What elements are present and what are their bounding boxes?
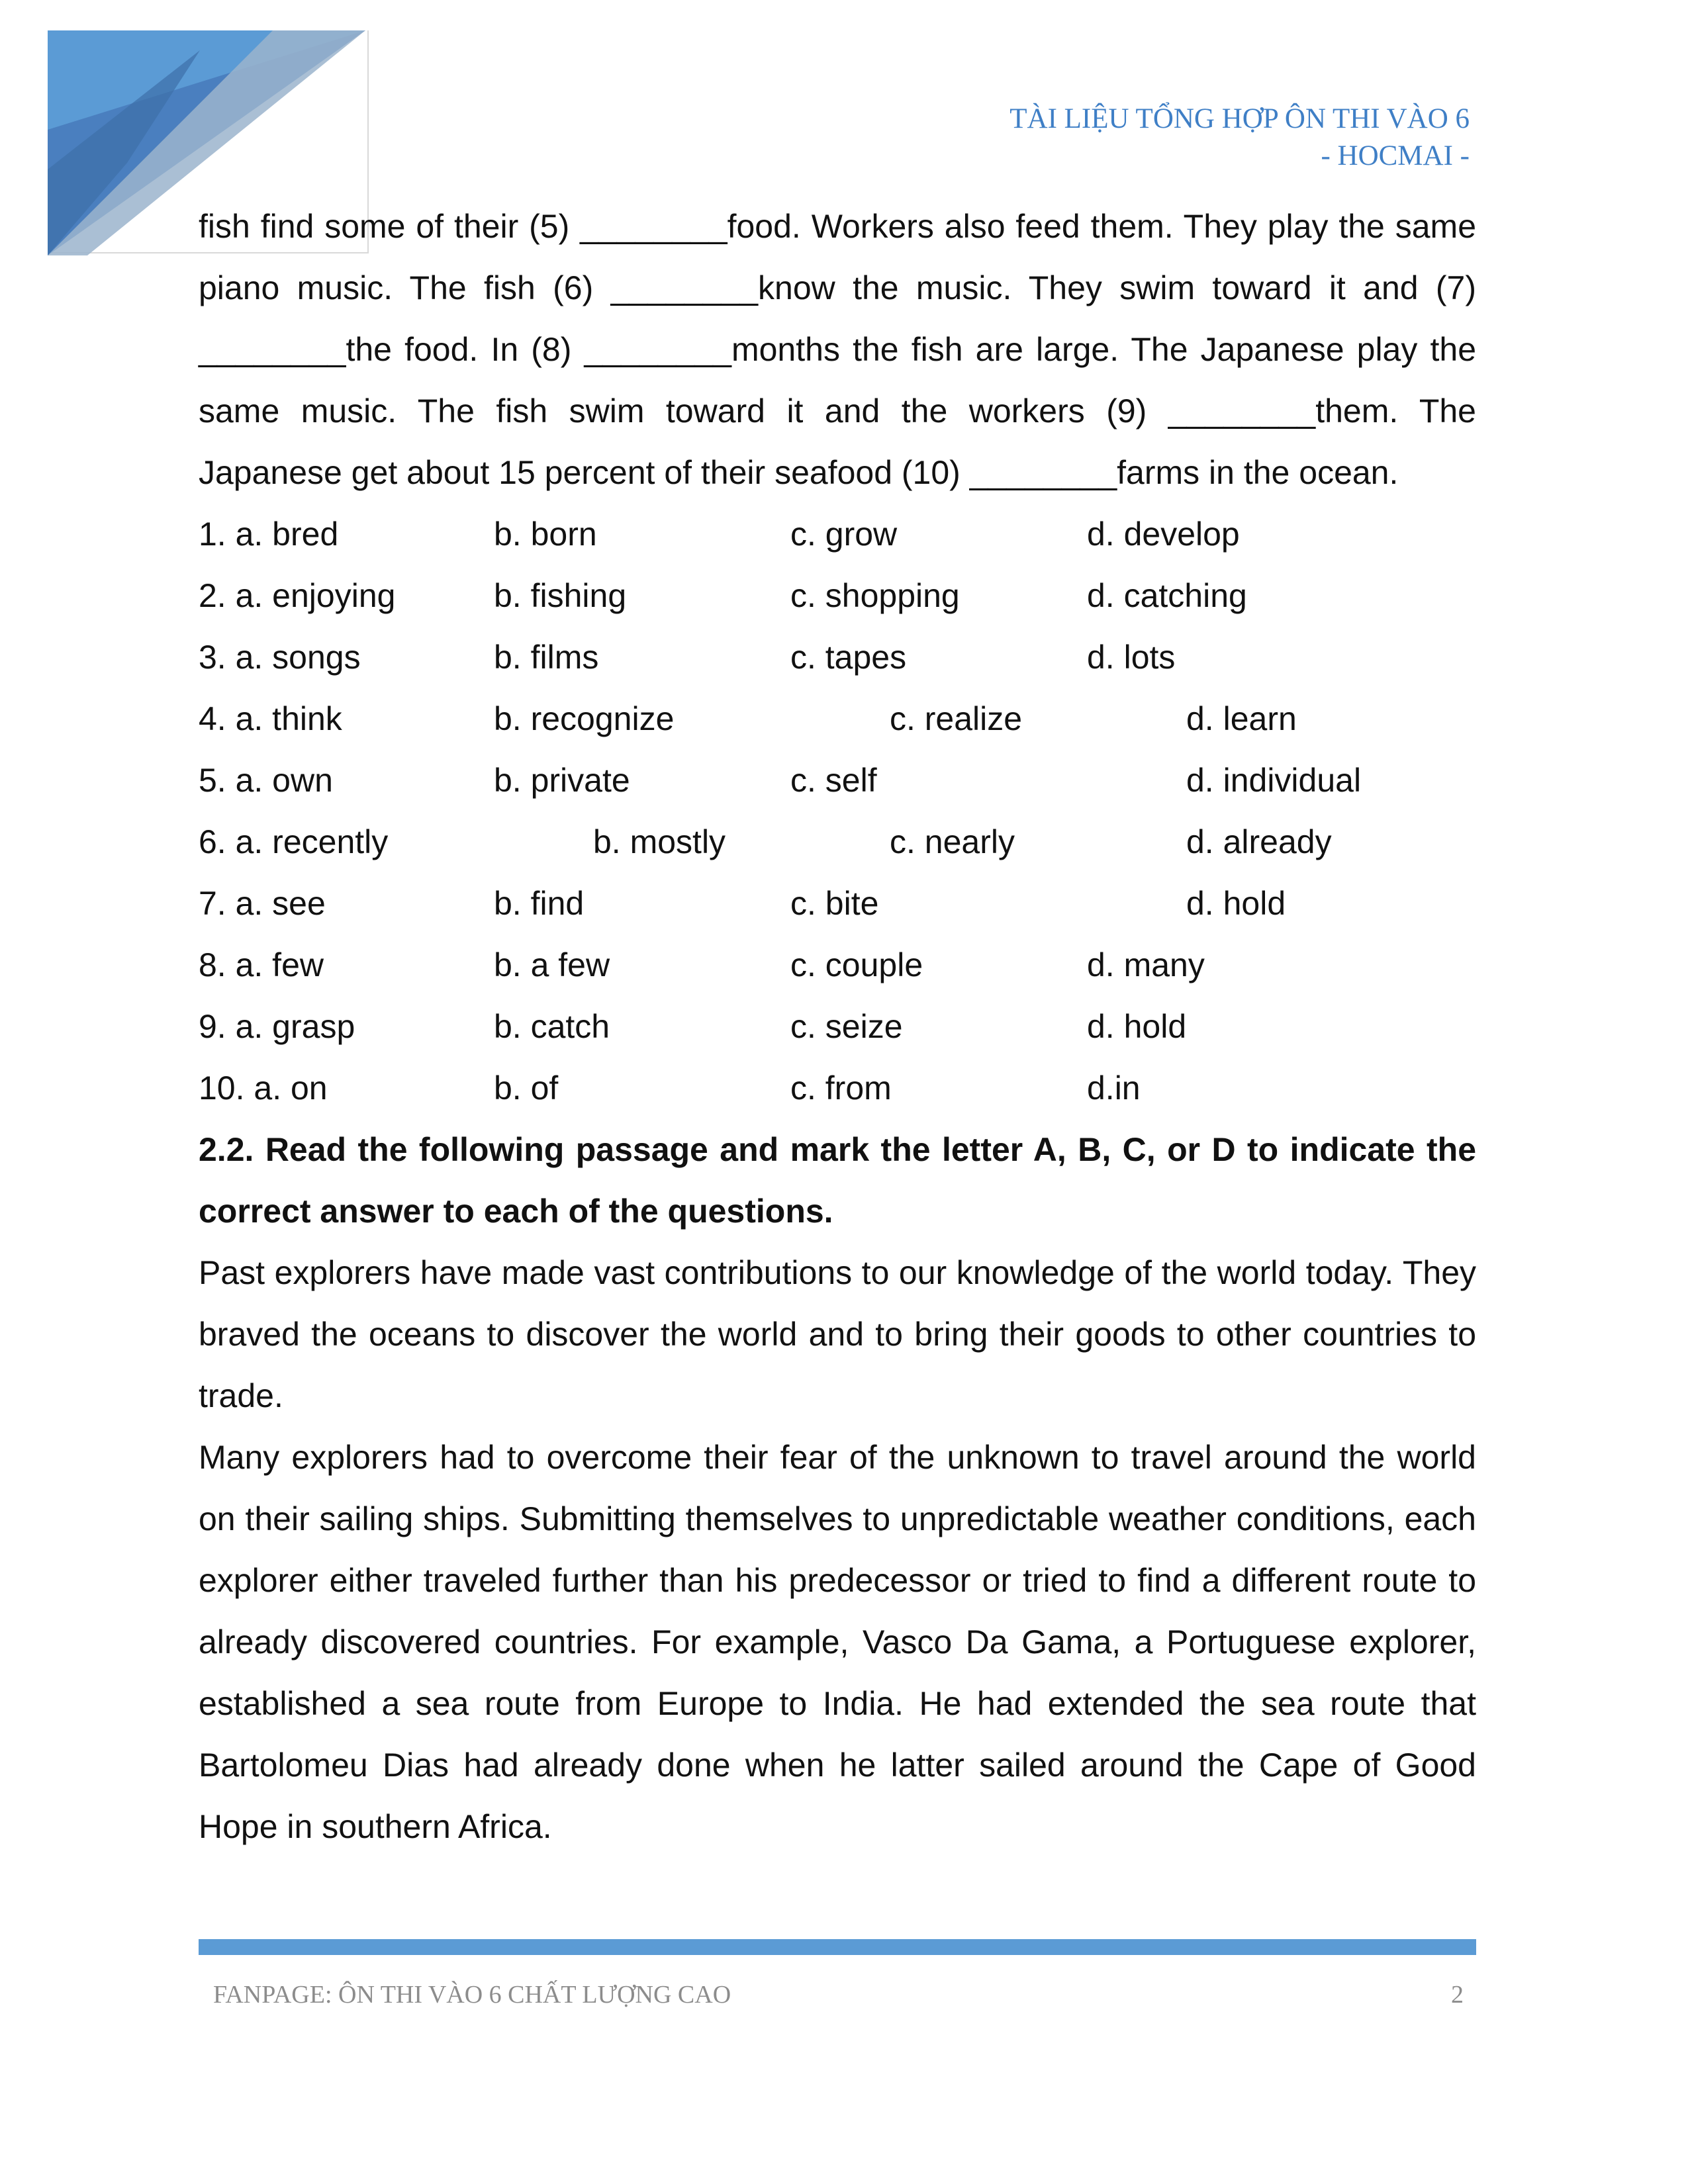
option-row: [199, 996, 1476, 1058]
option-b: b. mostly: [593, 823, 726, 860]
option-b: b. of: [494, 1069, 559, 1107]
option-a: 3. a. songs: [199, 639, 361, 676]
option-row: [199, 565, 1476, 627]
option-b: b. films: [494, 639, 599, 676]
passage-cloze: fish find some of their (5) ________food. Workers also feed them. They play the same piano music. The fish (6) ________know the music. They swim toward it and (7) ________the food. In (8) ________months the fish are large. The Japanese play the same music. The fish swim toward it and the workers (9) ________them. The Japanese get about 15 percent of their seafood (10) ________farms in the ocean.: [199, 208, 1476, 491]
option-b: b. private: [494, 762, 630, 799]
option-row: [199, 873, 1476, 934]
option-d: d.in: [1087, 1069, 1141, 1107]
option-b: b. fishing: [494, 577, 627, 614]
option-c: c. tapes: [790, 639, 907, 676]
option-c: c. nearly: [890, 823, 1015, 860]
option-a: 1. a. bred: [199, 516, 339, 553]
option-b: b. catch: [494, 1008, 610, 1045]
option-d: d. learn: [1186, 700, 1297, 737]
answer-options: [199, 504, 1476, 1119]
header-subtitle: - HOCMAI -: [1321, 140, 1470, 171]
option-c: c. bite: [790, 885, 879, 922]
option-row: [199, 811, 1476, 873]
option-d: d. catching: [1087, 577, 1247, 614]
option-c: c. seize: [790, 1008, 903, 1045]
option-c: c. grow: [790, 516, 898, 553]
option-d: d. many: [1087, 946, 1205, 983]
option-row: [199, 504, 1476, 565]
option-a: 6. a. recently: [199, 823, 389, 860]
option-row: [199, 934, 1476, 996]
option-c: c. shopping: [790, 577, 960, 614]
option-b: b. born: [494, 516, 597, 553]
option-row: [199, 688, 1476, 750]
option-row: [199, 1058, 1476, 1119]
option-a: 2. a. enjoying: [199, 577, 396, 614]
option-a: 5. a. own: [199, 762, 333, 799]
option-b: b. find: [494, 885, 585, 922]
option-a: 9. a. grasp: [199, 1008, 355, 1045]
option-row: [199, 750, 1476, 811]
option-d: d. develop: [1087, 516, 1240, 553]
option-a: 8. a. few: [199, 946, 324, 983]
option-d: d. hold: [1186, 885, 1286, 922]
option-row: [199, 627, 1476, 688]
option-a: 4. a. think: [199, 700, 342, 737]
option-b: b. a few: [494, 946, 610, 983]
footer-divider: [199, 1939, 1476, 1955]
footer-fanpage: FANPAGE: ÔN THI VÀO 6 CHẤT LƯỢNG CAO: [213, 1981, 731, 2009]
section-heading: 2.2. Read the following passage and mark the letter A, B, C, or D to indicate the correct answer to each of the questions.: [199, 1131, 1476, 1230]
passage-paragraph-1: Past explorers have made vast contributions to our knowledge of the world today. They braved the oceans to discover the world and to bring their goods to other countries to trade.: [199, 1254, 1476, 1414]
option-c: c. self: [790, 762, 877, 799]
option-d: d. lots: [1087, 639, 1176, 676]
page-number: 2: [1451, 1981, 1464, 2009]
page-content: [199, 196, 1476, 1858]
header-title: TÀI LIỆU TỔNG HỢP ÔN THI VÀO 6: [1009, 103, 1470, 134]
option-a: 7. a. see: [199, 885, 326, 922]
option-c: c. realize: [890, 700, 1023, 737]
passage-paragraph-2: Many explorers had to overcome their fear of the unknown to travel around the world on their sailing ships. Submitting themselves to unpredictable weather conditions, each explorer either traveled further than his predecessor or tried to find a different route to already discovered countries. For example, Vasco Da Gama, a Portuguese explorer, established a sea route from Europe to India. He had extended the sea route that Bartolomeu Dias had already done when he latter sailed around the Cape of Good Hope in southern Africa.: [199, 1439, 1476, 1845]
option-a: 10. a. on: [199, 1069, 328, 1107]
option-b: b. recognize: [494, 700, 675, 737]
option-d: d. already: [1186, 823, 1332, 860]
option-c: c. couple: [790, 946, 923, 983]
option-c: c. from: [790, 1069, 892, 1107]
option-d: d. individual: [1186, 762, 1362, 799]
document-header: [1009, 101, 1470, 175]
option-d: d. hold: [1087, 1008, 1187, 1045]
